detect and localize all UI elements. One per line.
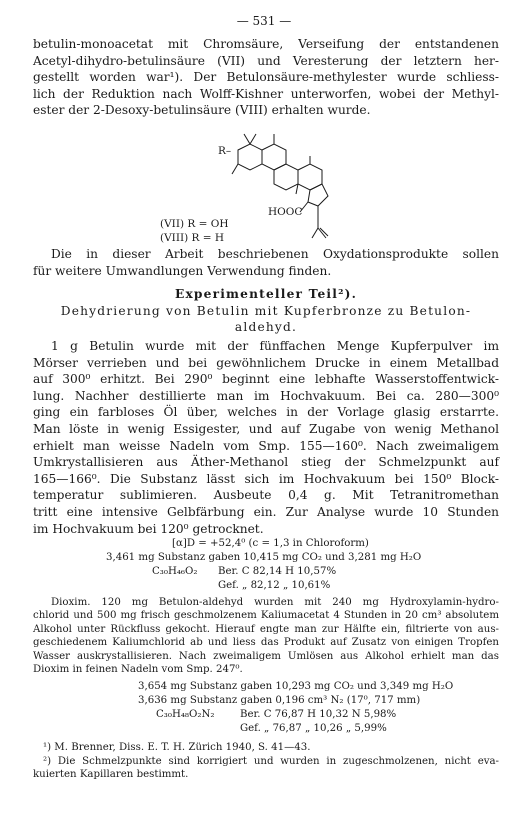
text-line: Mörser verrieben und bei gewöhnlichem Drucke in einem Metallbad bbox=[33, 355, 499, 370]
ring-a bbox=[238, 144, 262, 170]
text-line: tritt eine intensive Gelbfärbung ein. Zur Analyse wurde 10 Stunden bbox=[33, 504, 499, 519]
subheading-line-2: aldehyd. bbox=[234, 320, 298, 334]
text-line: ging ein farbloses Öl über, welches in der Vorlage glasig erstarrte. bbox=[33, 405, 499, 420]
text-line: Alkohol unter Rückfluss gekocht. Hierauf engte man zur Hälfte ein, filtrierte von aus- bbox=[33, 623, 499, 635]
analysis-sample: 3,461 mg Substanz gaben 10,415 mg CO₂ und 3,281 mg H₂O bbox=[106, 552, 422, 563]
text-line: auf 300⁰ erhitzt. Bei 290⁰ beginnt eine lebhafte Wasserstoffentwick- bbox=[33, 372, 499, 387]
text-line: Umkrystallisieren aus Äther-Methanol stieg der Schmelzpunkt auf bbox=[33, 455, 499, 470]
text-line: Man löste in wenig Essigester, und auf Zugabe von wenig Methanol bbox=[33, 421, 499, 436]
hooc-label: HOOC bbox=[268, 206, 303, 218]
optical-rotation: [α]D = +52,4⁰ (c = 1,3 in Chloroform) bbox=[172, 538, 369, 549]
page-number: — 531 — bbox=[236, 14, 292, 28]
paragraph-outlook bbox=[33, 246, 499, 279]
ring-c bbox=[274, 164, 298, 190]
text-line: im Hochvakuum bei 120⁰ getrocknet. bbox=[33, 521, 264, 536]
paragraph-dioxim bbox=[33, 596, 499, 676]
footnote-1: ¹) M. Brenner, Diss. E. T. H. Zürich 1940, S. 41—43. bbox=[43, 742, 311, 753]
text-line: gestellt worden war¹). Der Betulonsäure-methylester wurde schliess- bbox=[33, 70, 499, 85]
calculated-values: Ber. C 82,14 H 10,57% bbox=[218, 566, 337, 577]
text-line: 1 g Betulin wurde mit der fünffachen Menge Kupferpulver im bbox=[51, 339, 499, 353]
analysis-sample: 3,636 mg Substanz gaben 0,196 cm³ N₂ (17⁰, 717 mm) bbox=[138, 695, 421, 706]
legend-viii: (VIII) R = H bbox=[160, 232, 225, 244]
legend-vii: (VII) R = OH bbox=[160, 218, 229, 230]
paragraph-experiment bbox=[33, 338, 499, 537]
text-line: chlorid und 500 mg frisch geschmolzenem Kaliumacetat 4 Stunden in 20 cm³ absolutem bbox=[33, 610, 499, 622]
r-substituent-label: R– bbox=[218, 145, 232, 157]
paragraph-intro bbox=[33, 36, 499, 119]
text-line: für weitere Umwandlungen Verwendung finden. bbox=[33, 263, 332, 278]
text-line: geschiedenem Kaliumchlorid ab und liess das Produkt auf Zusatz von einigen Tropfen bbox=[33, 637, 499, 649]
text-line: Acetyl-dihydro-betulinsäure (VII) und Veresterung der letztern her- bbox=[33, 53, 499, 68]
text-line: Die in dieser Arbeit beschriebenen Oxydationsprodukte sollen bbox=[51, 247, 499, 261]
molecular-formula: C₃₀H₄₈O₂N₂ bbox=[156, 709, 215, 720]
text-line: erhielt man weisse Nadeln vom Smp. 155—160⁰. Nach zweimaligem bbox=[33, 438, 499, 453]
text-line: ester der 2-Desoxy-betulinsäure (VIII) erhalten wurde. bbox=[33, 103, 371, 118]
found-values: Gef. „ 76,87 „ 10,26 „ 5,99% bbox=[240, 723, 387, 734]
footnote-2 bbox=[33, 755, 499, 782]
analysis-sample: 3,654 mg Substanz gaben 10,293 mg CO₂ und 3,349 mg H₂O bbox=[138, 681, 454, 692]
found-values: Gef. „ 82,12 „ 10,61% bbox=[218, 580, 331, 591]
ring-e bbox=[308, 184, 328, 206]
text-line: lung. Nachher destillierte man im Hochvakuum. Bei ca. 280—300⁰ bbox=[33, 388, 499, 403]
calculated-values: Ber. C 76,87 H 10,32 N 5,98% bbox=[240, 709, 397, 720]
text-line: betulin-monoacetat mit Chromsäure, Verseifung der entstandenen bbox=[33, 37, 499, 51]
text-line: Dioxim in feinen Nadeln vom Smp. 247⁰. bbox=[33, 664, 243, 676]
text-line: ²) Die Schmelzpunkte sind korrigiert und wurden in zugeschmolzenen, nicht eva- bbox=[43, 756, 499, 767]
text-line: kuierten Kapillaren bestimmt. bbox=[33, 769, 189, 781]
section-heading: Experimenteller Teil²). bbox=[174, 287, 358, 301]
text-line: temperatur sublimieren. Ausbeute 0,4 g. Mit Tetranitromethan bbox=[33, 488, 499, 503]
text-line: Dioxim. 120 mg Betulon-aldehyd wurden mit 240 mg Hydroxylamin-hydro- bbox=[51, 597, 499, 608]
text-line: Wasser auskrystallisieren. Nach zweimaligem Umlösen aus Alkohol erhielt man das bbox=[33, 650, 499, 662]
molecular-formula: C₃₀H₄₆O₂ bbox=[152, 566, 198, 577]
text-line: 165—166⁰. Die Substanz lässt sich im Hochvakuum bei 150⁰ Block- bbox=[33, 471, 499, 486]
text-line: lich der Reduktion nach Wolff-Kishner unterworfen, wobei der Methyl- bbox=[33, 86, 499, 101]
subheading-line-1: Dehydrierung von Betulin mit Kupferbronze zu Betulon- bbox=[60, 304, 472, 318]
